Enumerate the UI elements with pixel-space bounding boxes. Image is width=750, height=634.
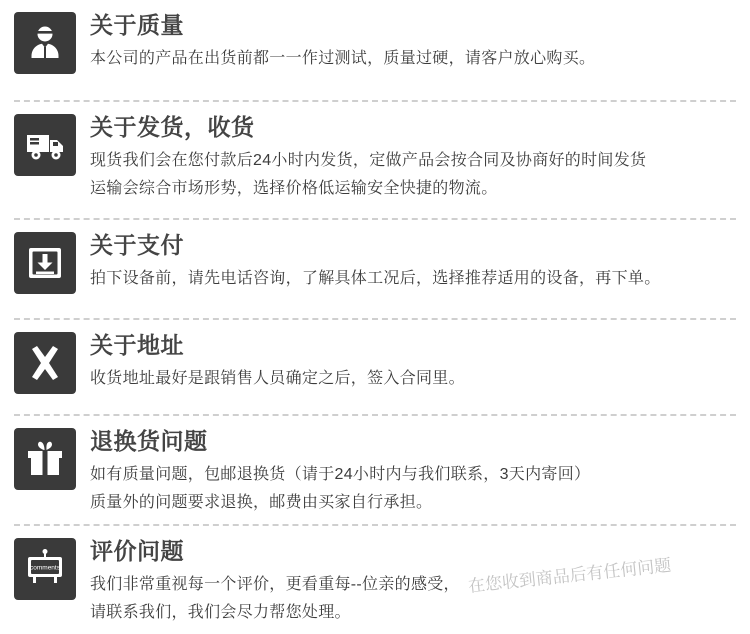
faq-section-shipping <box>0 100 750 218</box>
faq-line: 本公司的产品在出货前都一一作过测试，质量过硬，请客户放心购买。 <box>90 49 596 67</box>
faq-line: 我们非常重视每一个评价，更看重每--位亲的感受， <box>90 575 460 593</box>
faq-section-address <box>0 318 750 414</box>
svg-text:comments: comments <box>30 564 60 572</box>
faq-line: 收货地址最好是跟销售人员确定之后，签入合同里。 <box>90 369 465 387</box>
faq-title: 关于发货，收货 <box>90 114 255 140</box>
faq-line: 如有质量问题，包邮退换货（请于24小时内与我们联系，3天内寄回） <box>90 465 591 483</box>
faq-title: 关于地址 <box>90 332 184 358</box>
faq-title: 退换货问题 <box>90 428 208 454</box>
watermark-text: 在您收到商品后有任何问题 <box>467 555 673 596</box>
faq-text-address <box>90 324 740 393</box>
user-tie-icon <box>14 12 76 74</box>
faq-line: 请联系我们，我们会尽力帮您处理。 <box>90 603 351 621</box>
faq-line: 现货我们会在您付款后24小时内发货，定做产品会按合同及协商好的时间发货 <box>90 151 647 169</box>
faq-text-payment <box>90 224 740 293</box>
faq-line: 运输会综合市场形势，选择价格低运输安全快捷的物流。 <box>90 179 498 197</box>
faq-text-shipping <box>90 106 740 203</box>
close-cross-icon <box>14 332 76 394</box>
faq-line: 质量外的问题要求退换，邮费由买家自行承担。 <box>90 493 433 511</box>
faq-title: 关于质量 <box>90 12 184 38</box>
gift-box-icon <box>14 428 76 490</box>
download-box-icon <box>14 232 76 294</box>
faq-section-returns <box>0 414 750 524</box>
faq-title: 评价问题 <box>90 538 184 564</box>
faq-section-quality <box>0 0 750 100</box>
faq-line: 拍下设备前，请先电话咨询，了解具体工况后，选择推荐适用的设备，再下单。 <box>90 269 661 287</box>
faq-text-quality <box>90 4 740 73</box>
delivery-truck-icon <box>14 114 76 176</box>
comments-sign-icon <box>14 538 76 600</box>
faq-section-reviews <box>0 524 750 634</box>
faq-text-returns <box>90 420 740 517</box>
faq-title: 关于支付 <box>90 232 184 258</box>
faq-section-payment <box>0 218 750 318</box>
faq-text-reviews <box>90 530 740 627</box>
